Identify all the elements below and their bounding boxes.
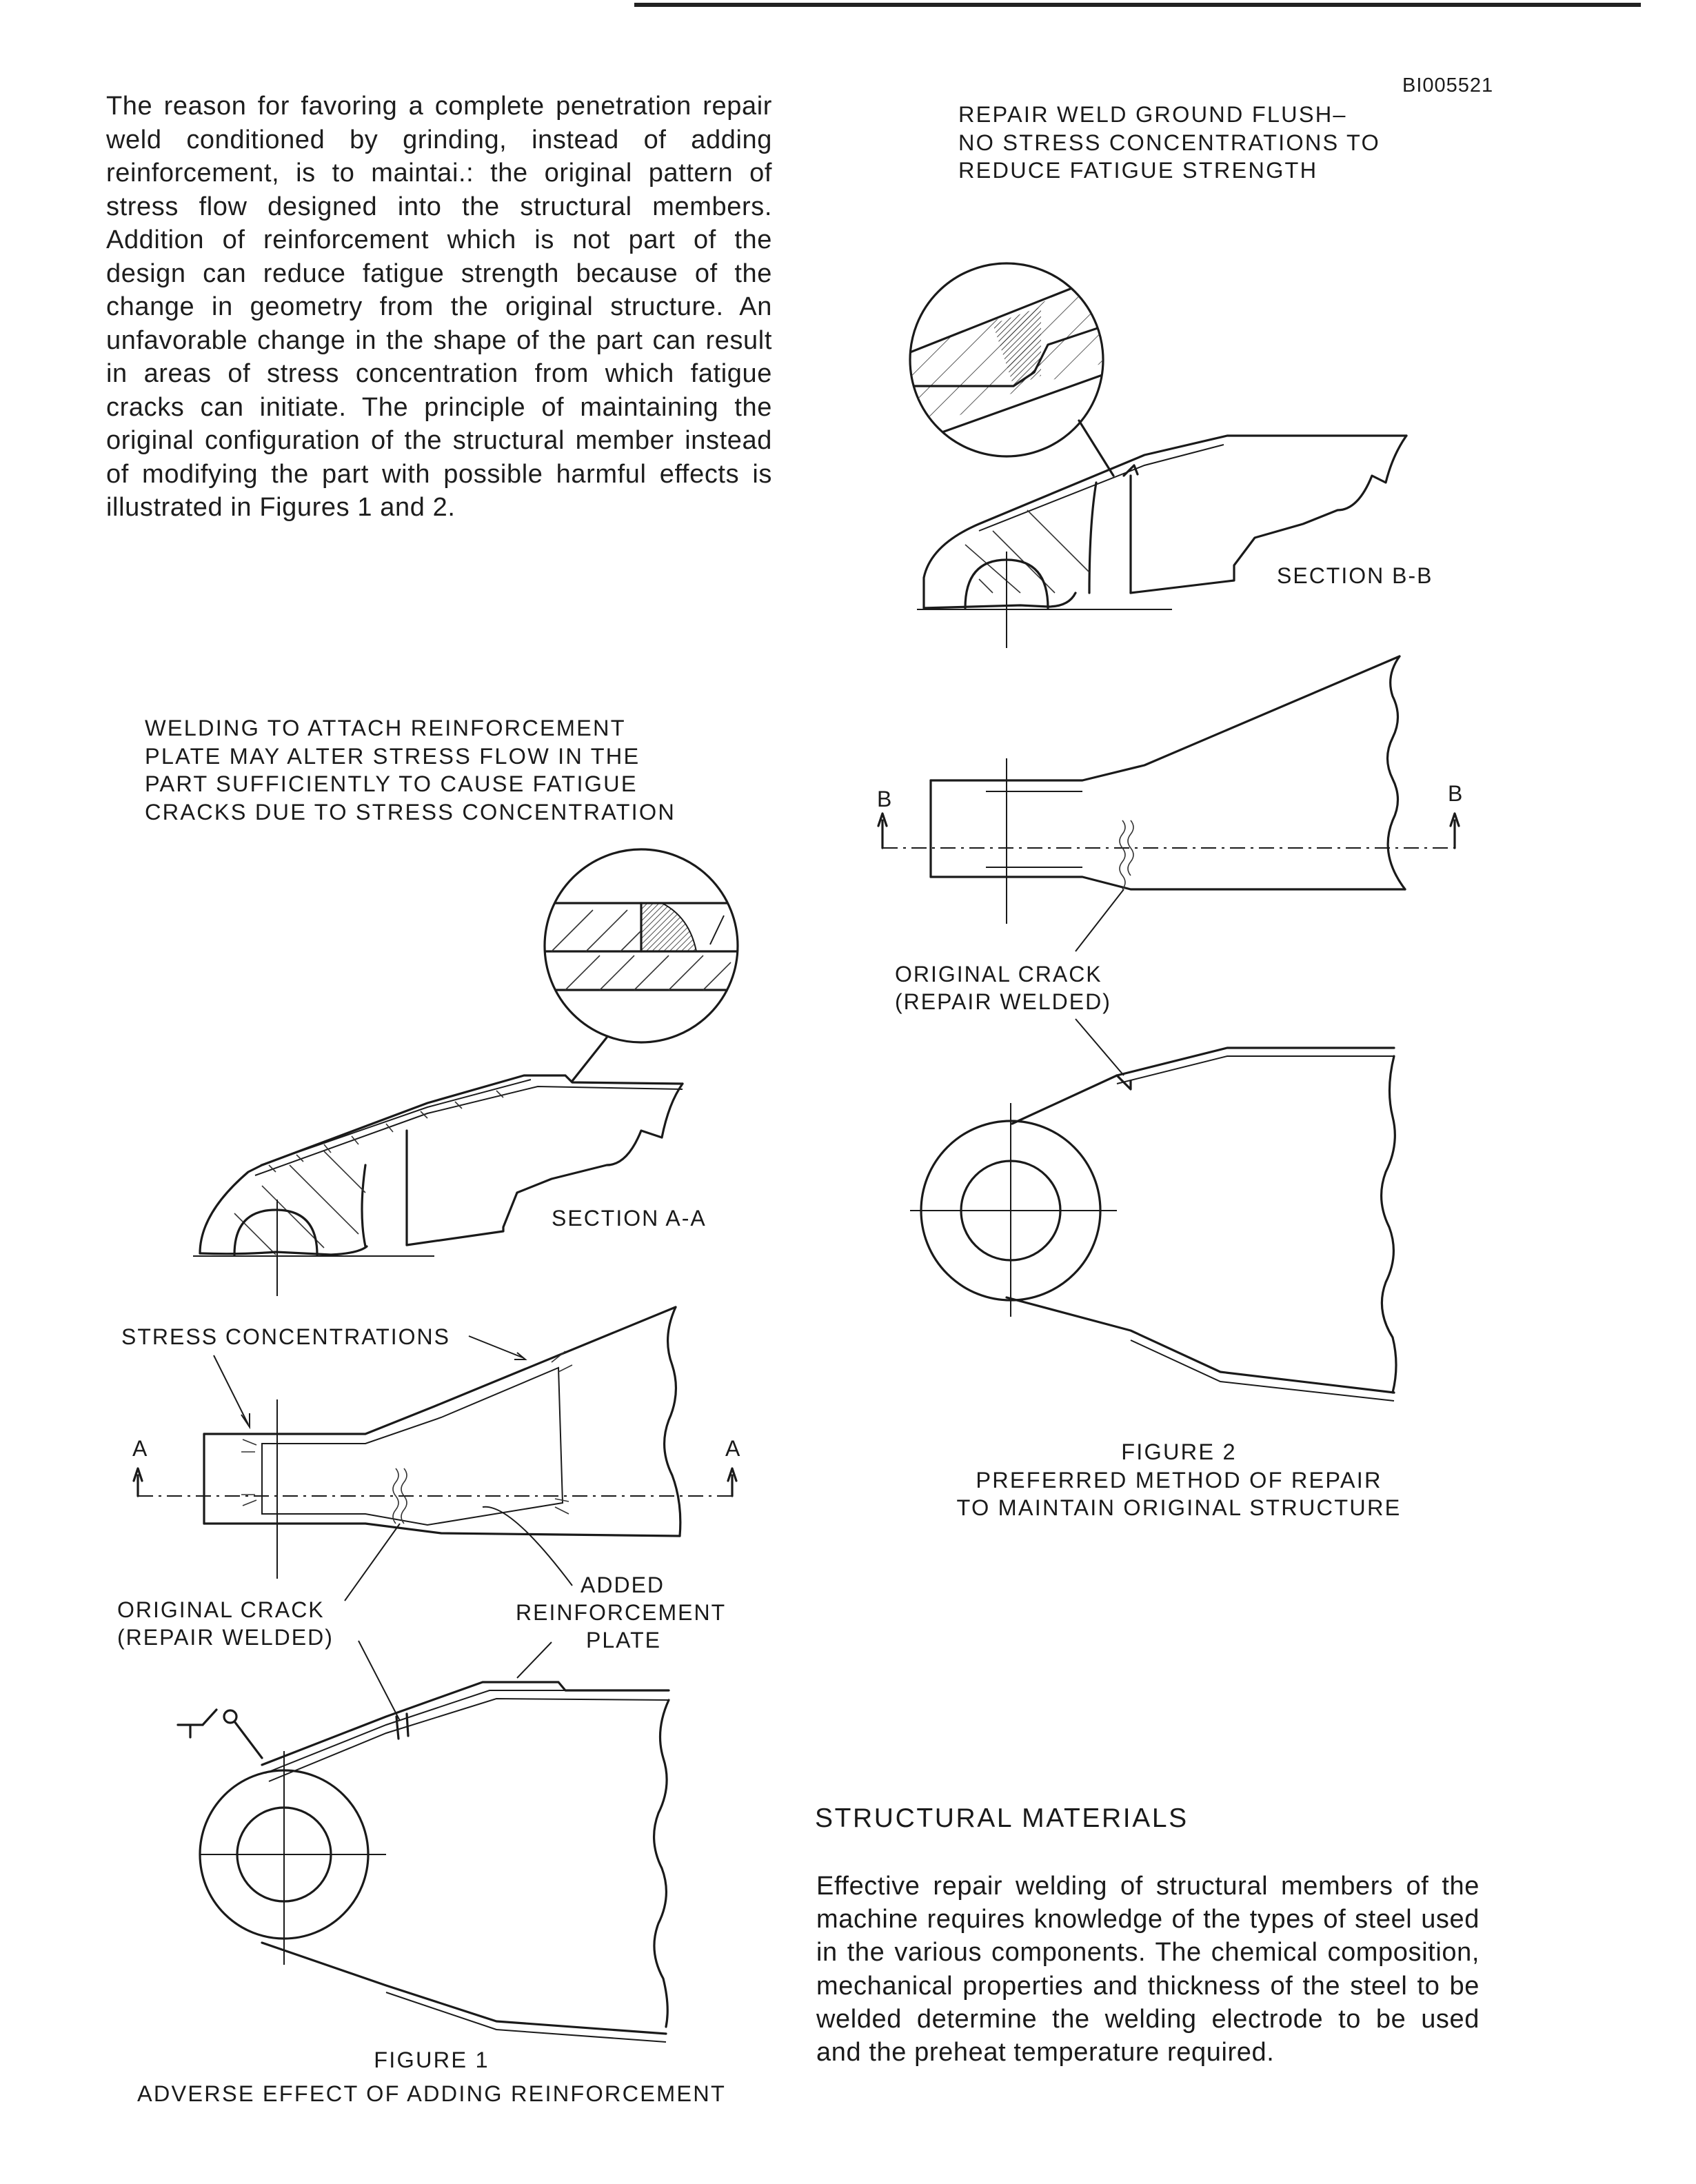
figure2-caption-line: TO MAINTAIN ORIGINAL STRUCTURE xyxy=(956,1495,1402,1520)
figure2-caption-line: PREFERRED METHOD OF REPAIR xyxy=(976,1467,1382,1493)
figure1-crack-label: (REPAIR WELDED) xyxy=(117,1625,334,1650)
figure2-crack-label: (REPAIR WELDED) xyxy=(895,989,1111,1014)
figure1-section-mark-right: A xyxy=(725,1436,742,1461)
document-id: BI005521 xyxy=(1402,74,1494,97)
figure1-section-aa xyxy=(193,1075,683,1296)
figure2-title: FIGURE 2 xyxy=(1121,1439,1237,1464)
section-heading: STRUCTURAL MATERIALS xyxy=(815,1803,1189,1833)
figure2-crack-label: ORIGINAL CRACK xyxy=(895,962,1102,987)
figure1-title: FIGURE 1 xyxy=(374,2048,489,2072)
figure2-callout-line: REPAIR WELD GROUND FLUSH– xyxy=(958,102,1347,127)
figure1-plan-view xyxy=(134,1307,736,1601)
figure2-plan-view xyxy=(878,656,1459,951)
figure1-crack-label: ORIGINAL CRACK xyxy=(117,1597,325,1622)
figure1-section-label: SECTION A-A xyxy=(552,1206,707,1231)
figure2-perspective xyxy=(910,1019,1396,1401)
figure2-section-bb xyxy=(917,436,1406,648)
figure2-caption xyxy=(917,1438,1441,1522)
figure1-detail-circle xyxy=(545,849,738,1081)
figure1-callout-line: PLATE MAY ALTER STRESS FLOW IN THE xyxy=(145,743,640,769)
figure2-section-label: SECTION B-B xyxy=(1277,563,1433,588)
figure1-plate-label: ADDED xyxy=(581,1573,665,1597)
figure2-section-mark-right: B xyxy=(1448,781,1464,806)
figure1-callout-line: WELDING TO ATTACH REINFORCEMENT xyxy=(145,716,626,740)
figure1-section-mark-left: A xyxy=(132,1436,149,1461)
figure1-stress-label: STRESS CONCENTRATIONS xyxy=(121,1324,450,1349)
figure1-callout-line: CRACKS DUE TO STRESS CONCENTRATION xyxy=(145,799,676,825)
figure1-plate-label: REINFORCEMENT xyxy=(516,1600,727,1625)
figure2-detail-circle xyxy=(903,263,1117,476)
figure1-caption xyxy=(121,2046,742,2107)
figure2-callout-line: NO STRESS CONCENTRATIONS TO xyxy=(958,130,1380,155)
materials-paragraph: Effective repair welding of structural members of the machine requires knowledge of the types of steel used in the various components. The chemical composition, mechanical properties and thickness of the steel to be welded determine the welding electrode to be used and the preheat temperature required. xyxy=(816,1872,1480,2067)
figure1-caption-text: ADVERSE EFFECT OF ADDING REINFORCEMENT xyxy=(137,2081,727,2106)
figure1-plate-label: PLATE xyxy=(586,1628,661,1652)
intro-paragraph: The reason for favoring a complete penetration repair weld conditioned by grinding, instead of adding reinforcement, is to maintai.: the original pattern of stress flow designed into the structural members. Addition of reinforcement which is not part of the design can reduce fatigue strength because of the change in geometry from the original structure. An unfavorable change in the shape of the part can result in areas of stress concentration from which fatigue cracks can initiate. The principle of maintaining the original configuration of the structural member instead of modifying the part with possible harmful effects is illustrated in Figures 1 and 2. xyxy=(106,92,772,522)
figure2-section-mark-left: B xyxy=(877,787,894,811)
figure2-callout-line: REDUCE FATIGUE STRENGTH xyxy=(958,158,1318,183)
figure1-perspective xyxy=(178,1641,669,2042)
figure1-callout-line: PART SUFFICIENTLY TO CAUSE FATIGUE xyxy=(145,771,638,796)
